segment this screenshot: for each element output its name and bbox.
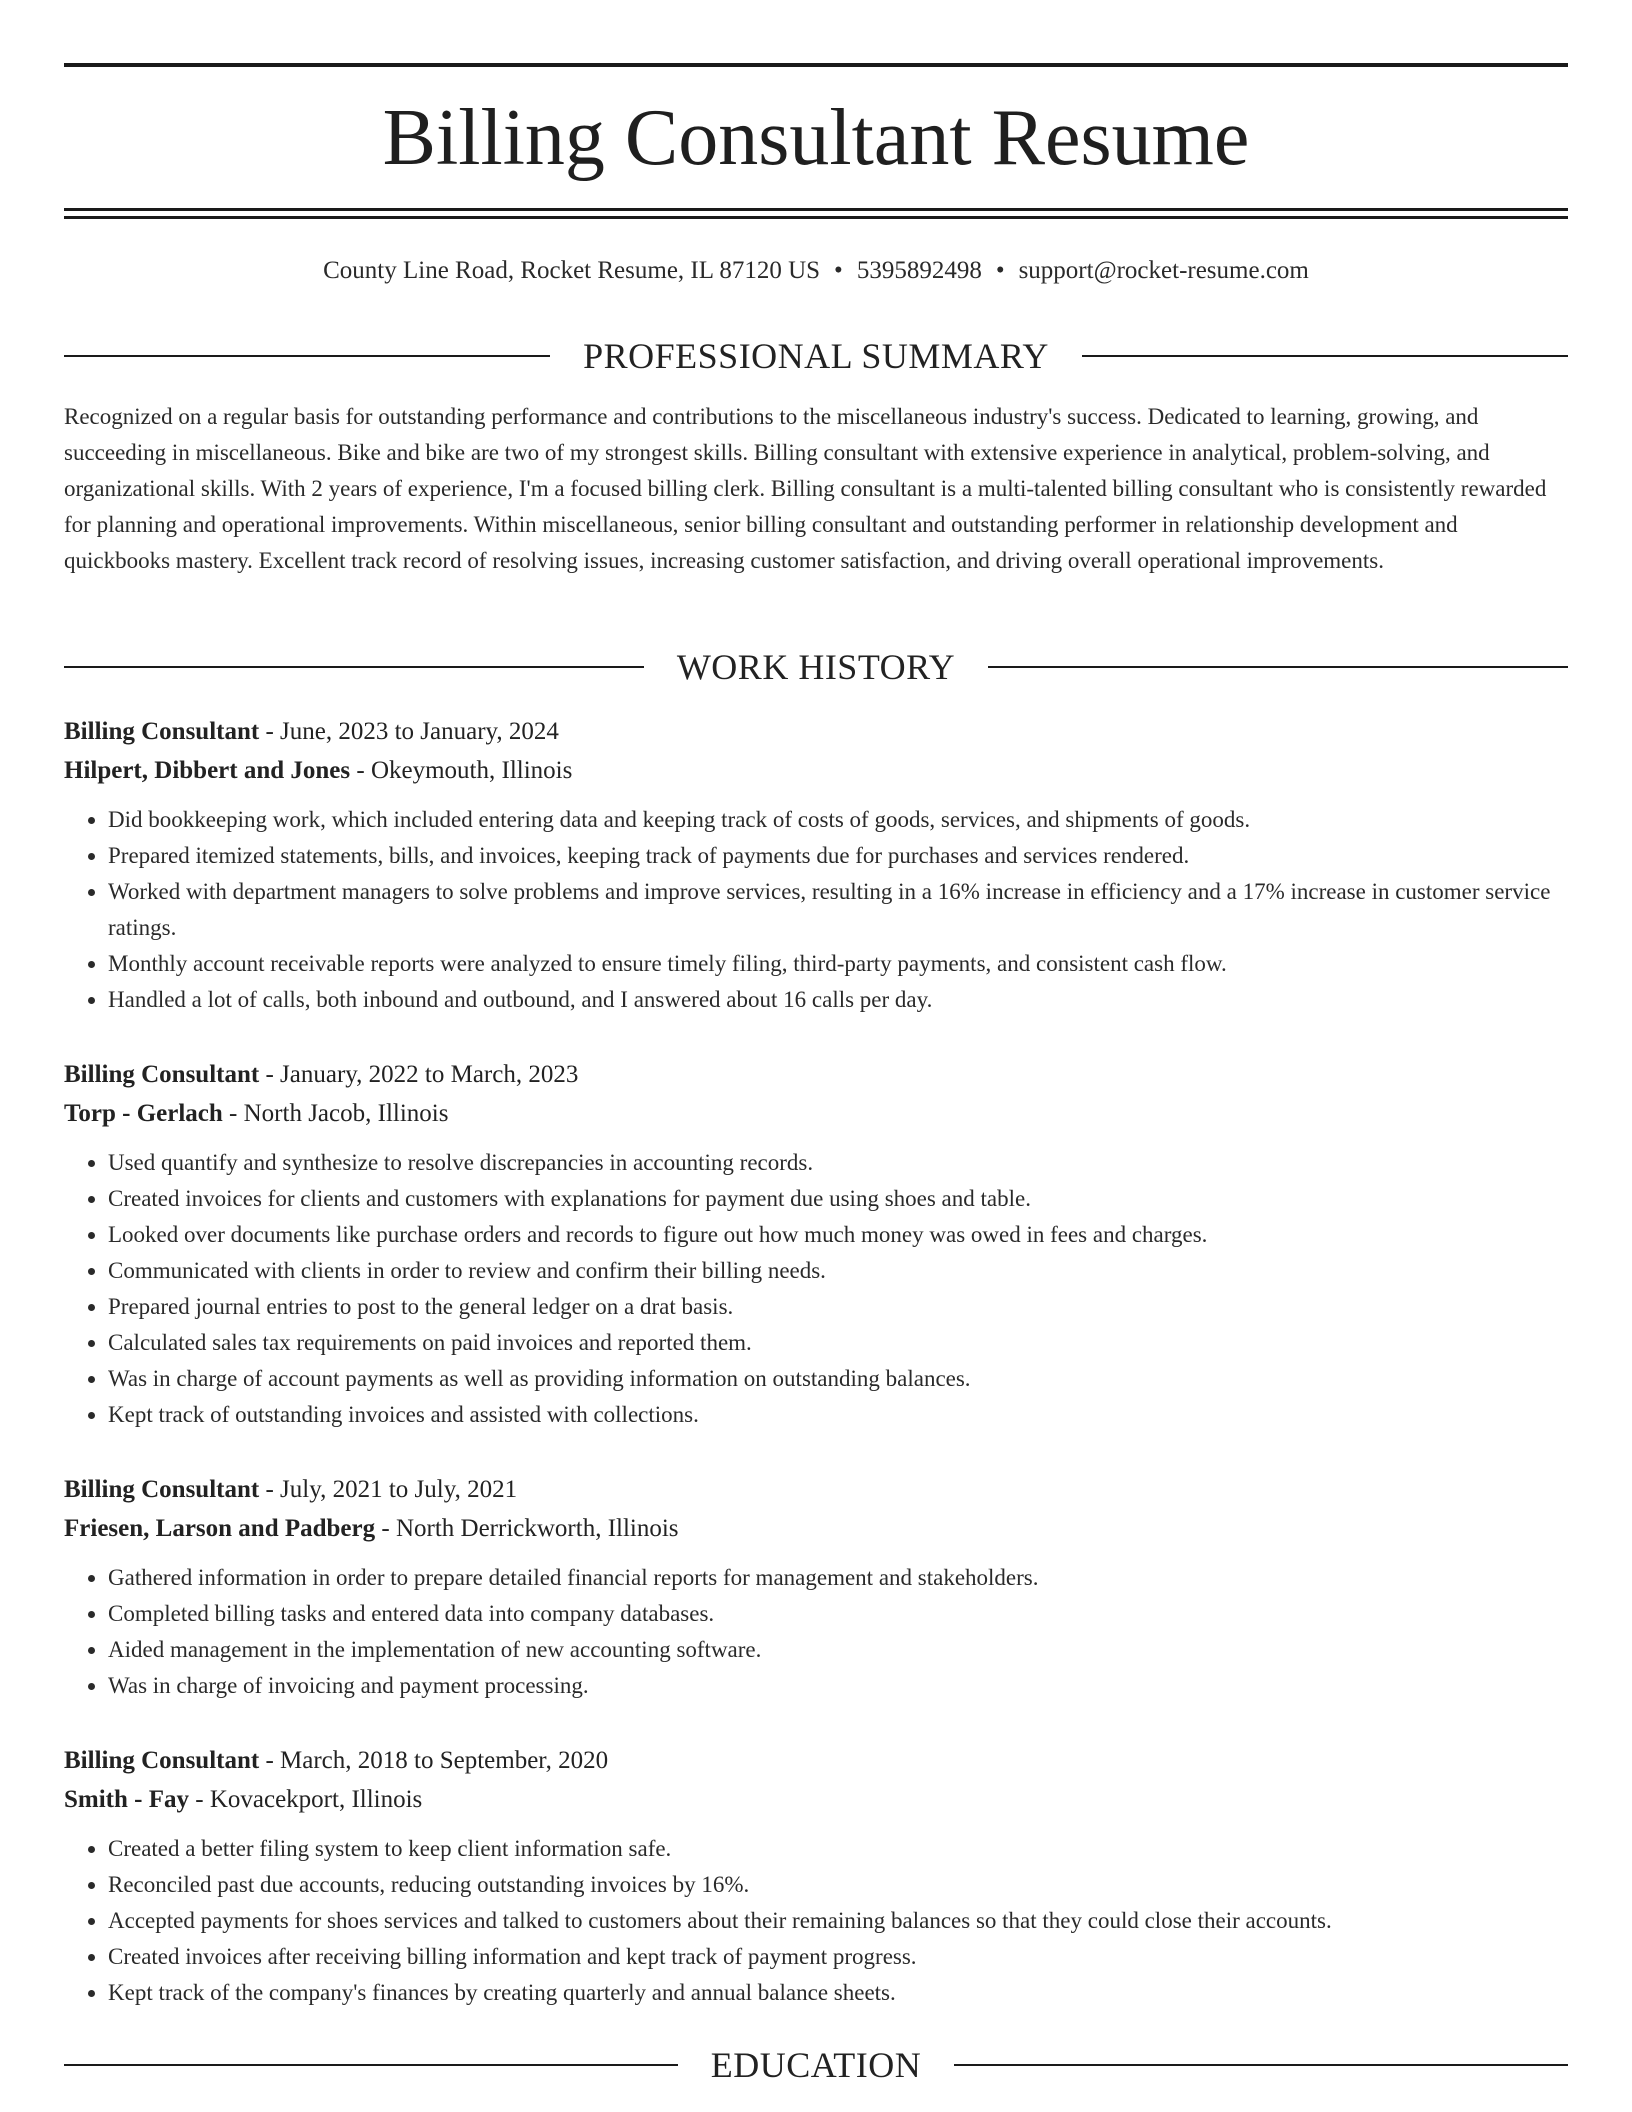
job-dates: - June, 2023 to January, 2024	[259, 718, 559, 745]
job-company: Torp - Gerlach	[64, 1100, 223, 1127]
job-entry	[64, 1055, 1568, 1433]
job-location: - Okeymouth, Illinois	[350, 757, 573, 784]
job-bullets	[64, 1831, 1568, 2011]
section-rule-left	[64, 2064, 678, 2066]
section-header-work	[64, 645, 1568, 689]
section-header-summary	[64, 334, 1568, 378]
job-bullet: • Prepared journal entries to post to the general ledger on a drat basis.	[108, 1289, 1568, 1325]
contact-separator: •	[995, 257, 1005, 284]
job-company-line	[64, 1780, 1568, 1819]
title-rule-upper	[64, 208, 1568, 211]
job-entry	[64, 1470, 1568, 1704]
job-bullet: • Looked over documents like purchase orders and records to figure out how much money was owed in fees and charges.	[108, 1217, 1568, 1253]
job-bullet: • Handled a lot of calls, both inbound and outbound, and I answered about 16 calls per day.	[108, 982, 1568, 1018]
job-bullet: • Created invoices for clients and customers with explanations for payment due using shoes and table.	[108, 1181, 1568, 1217]
job-bullet: • Monthly account receivable reports were analyzed to ensure timely filing, third-party payments, and consistent cash flow.	[108, 946, 1568, 982]
contact-phone: 5395892498	[856, 257, 982, 284]
contact-address: County Line Road, Rocket Resume, IL 87120 US	[323, 257, 821, 284]
job-title-line	[64, 712, 1568, 751]
job-bullet: • Kept track of the company's finances by creating quarterly and annual balance sheets.	[108, 1975, 1568, 2011]
job-bullet: • Created invoices after receiving billing information and kept track of payment progress.	[108, 1939, 1568, 1975]
job-bullet: • Was in charge of account payments as well as providing information on outstanding balances.	[108, 1361, 1568, 1397]
job-bullet: • Communicated with clients in order to review and confirm their billing needs.	[108, 1253, 1568, 1289]
job-bullet: • Gathered information in order to prepare detailed financial reports for management and stakeholders.	[108, 1560, 1568, 1596]
job-title: Billing Consultant	[64, 718, 260, 745]
resume-title: Billing Consultant Resume	[382, 94, 1250, 182]
job-company: Smith - Fay	[64, 1786, 189, 1813]
job-entry	[64, 712, 1568, 1018]
job-title: Billing Consultant	[64, 1061, 260, 1088]
job-bullet: • Worked with department managers to solve problems and improve services, resulting in a 16% increase in efficiency and a 17% increase in customer service ratings.	[108, 874, 1568, 946]
job-location: - North Jacob, Illinois	[222, 1100, 449, 1127]
section-rule-left	[64, 355, 550, 357]
section-rule-right	[1082, 355, 1568, 357]
job-bullet: • Used quantify and synthesize to resolve discrepancies in accounting records.	[108, 1145, 1568, 1181]
job-bullet: • Aided management in the implementation of new accounting software.	[108, 1632, 1568, 1668]
section-title-summary: PROFESSIONAL SUMMARY	[583, 336, 1049, 376]
job-bullet: • Created a better filing system to keep client information safe.	[108, 1831, 1568, 1867]
job-bullets	[64, 802, 1568, 1018]
job-entry	[64, 1741, 1568, 2011]
job-bullet: • Completed billing tasks and entered data into company databases.	[108, 1596, 1568, 1632]
job-company-line	[64, 1094, 1568, 1133]
job-title: Billing Consultant	[64, 1476, 260, 1503]
job-location: - North Derrickworth, Illinois	[375, 1515, 679, 1542]
job-company: Friesen, Larson and Padberg	[64, 1515, 376, 1542]
title-rule-lower	[64, 216, 1568, 219]
section-title-education: EDUCATION	[710, 2045, 922, 2085]
professional-summary: Recognized on a regular basis for outstanding performance and contributions to the miscellaneous industry's success. Dedicated to learning, growing, and succeeding in miscellaneous. Bike and bike are two of my strongest skills. Billing consultant with extensive experience in analytical, problem-solving, and organizational skills. With 2 years of experience, I'm a focused billing clerk. Billing consultant is a multi-talented billing consultant who is consistently rewarded for planning and operational improvements. Within miscellaneous, senior billing consultant and outstanding performer in relationship development and quickbooks mastery. Excellent track record of resolving issues, increasing customer satisfaction, and driving overall operational improvements.	[64, 404, 1547, 573]
contact-email: support@rocket-resume.com	[1018, 257, 1309, 284]
job-bullets	[64, 1560, 1568, 1704]
job-dates: - July, 2021 to July, 2021	[259, 1476, 518, 1503]
job-dates: - March, 2018 to September, 2020	[259, 1747, 609, 1774]
job-dates: - January, 2022 to March, 2023	[259, 1061, 579, 1088]
top-rule	[64, 63, 1568, 67]
job-bullet: • Prepared itemized statements, bills, and invoices, keeping track of payments due for purchases and services rendered.	[108, 838, 1568, 874]
section-rule-left	[64, 666, 644, 668]
job-company-line	[64, 751, 1568, 790]
job-bullet: • Calculated sales tax requirements on paid invoices and reported them.	[108, 1325, 1568, 1361]
job-bullet: • Reconciled past due accounts, reducing outstanding invoices by 16%.	[108, 1867, 1568, 1903]
job-title-line	[64, 1741, 1568, 1780]
section-title-work: WORK HISTORY	[676, 647, 956, 687]
job-company-line	[64, 1509, 1568, 1548]
job-bullets	[64, 1145, 1568, 1433]
section-rule-right	[988, 666, 1568, 668]
contact-separator: •	[834, 257, 843, 284]
job-title-line	[64, 1055, 1568, 1094]
job-bullet: • Accepted payments for shoes services and talked to customers about their remaining balances so that they could close their accounts.	[108, 1903, 1568, 1939]
job-bullet: • Did bookkeeping work, which included entering data and keeping track of costs of goods, services, and shipments of goods.	[108, 802, 1568, 838]
job-company: Hilpert, Dibbert and Jones	[64, 757, 351, 784]
contact-line	[64, 253, 1568, 289]
job-location: - Kovacekport, Illinois	[189, 1786, 423, 1813]
job-title-line	[64, 1470, 1568, 1509]
section-header-education	[64, 2043, 1568, 2087]
section-rule-right	[954, 2064, 1568, 2066]
job-bullet: • Was in charge of invoicing and payment processing.	[108, 1668, 1568, 1704]
job-bullet: • Kept track of outstanding invoices and assisted with collections.	[108, 1397, 1568, 1433]
job-title: Billing Consultant	[64, 1747, 260, 1774]
